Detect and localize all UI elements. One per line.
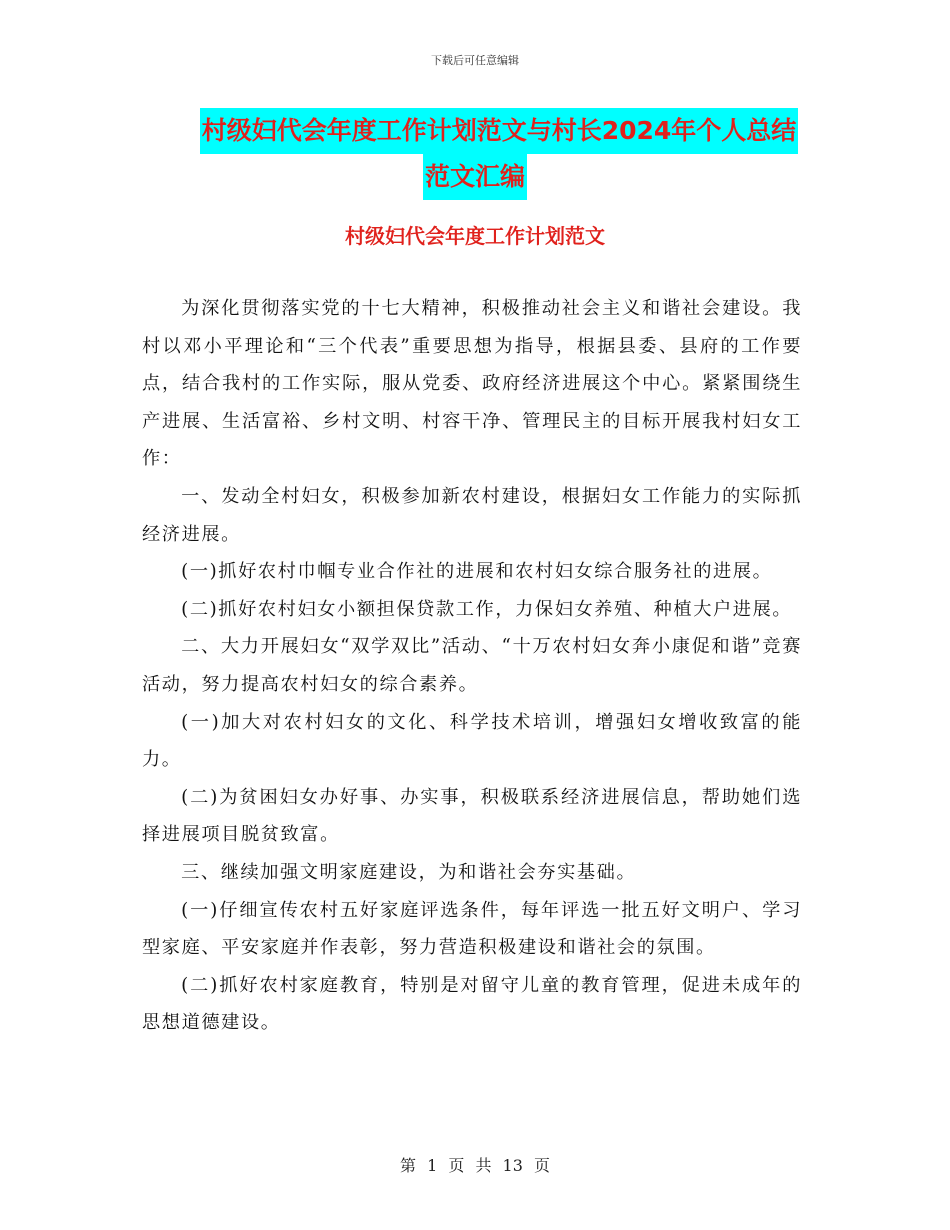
- body-paragraph: (二)为贫困妇女办好事、办实事，积极联系经济进展信息，帮助她们选择进展项目脱贫致富。: [142, 786, 802, 846]
- body-paragraph: (一)仔细宣传农村五好家庭评选条件，每年评选一批五好文明户、学习型家庭、平安家庭并作表彰，努力营造积极建设和谐社会的氛围。: [142, 899, 802, 959]
- body-paragraph: (一)加大对农村妇女的文化、科学技术培训，增强妇女增收致富的能力。: [142, 711, 802, 771]
- body-paragraph: 三、继续加强文明家庭建设，为和谐社会夯实基础。: [181, 861, 637, 883]
- body-paragraph: (一)抓好农村巾帼专业合作社的进展和农村妇女综合服务社的进展。: [181, 561, 773, 583]
- page-footer: 第 1 页 共 13 页: [400, 1156, 550, 1175]
- body-paragraph: 为深化贯彻落实党的十七大精神，积极推动社会主义和谐社会建设。我村以邓小平理论和“三个代表”重要思想为指导，根据县委、县府的工作要点，结合我村的工作实际，服从党委、政府经济进展这个中心。紧紧围绕生产进展、生活富裕、乡村文明、村容干净、管理民主的目标开展我村妇女工作：: [142, 298, 802, 470]
- body-paragraph: 二、大力开展妇女“双学双比”活动、“十万农村妇女奔小康促和谐”竞赛活动，努力提高农村妇女的综合素养。: [142, 636, 802, 695]
- document-title: [0, 108, 950, 200]
- document-body: [142, 290, 802, 1042]
- body-paragraph: (二)抓好农村家庭教育，特别是对留守儿童的教育管理，促进未成年的思想道德建设。: [142, 974, 802, 1034]
- body-paragraph: 一、发动全村妇女，积极参加新农村建设，根据妇女工作能力的实际抓经济进展。: [142, 485, 802, 545]
- section-title: 村级妇代会年度工作计划范文: [345, 224, 605, 248]
- document-title-line-1: 村级妇代会年度工作计划范文与村长2024年个人总结: [200, 108, 799, 154]
- document-title-line-2: 范文汇编: [423, 154, 527, 200]
- body-paragraph: (二)抓好农村妇女小额担保贷款工作，力保妇女养殖、种植大户进展。: [181, 598, 793, 620]
- page-header-note: 下载后可任意编辑: [431, 54, 519, 67]
